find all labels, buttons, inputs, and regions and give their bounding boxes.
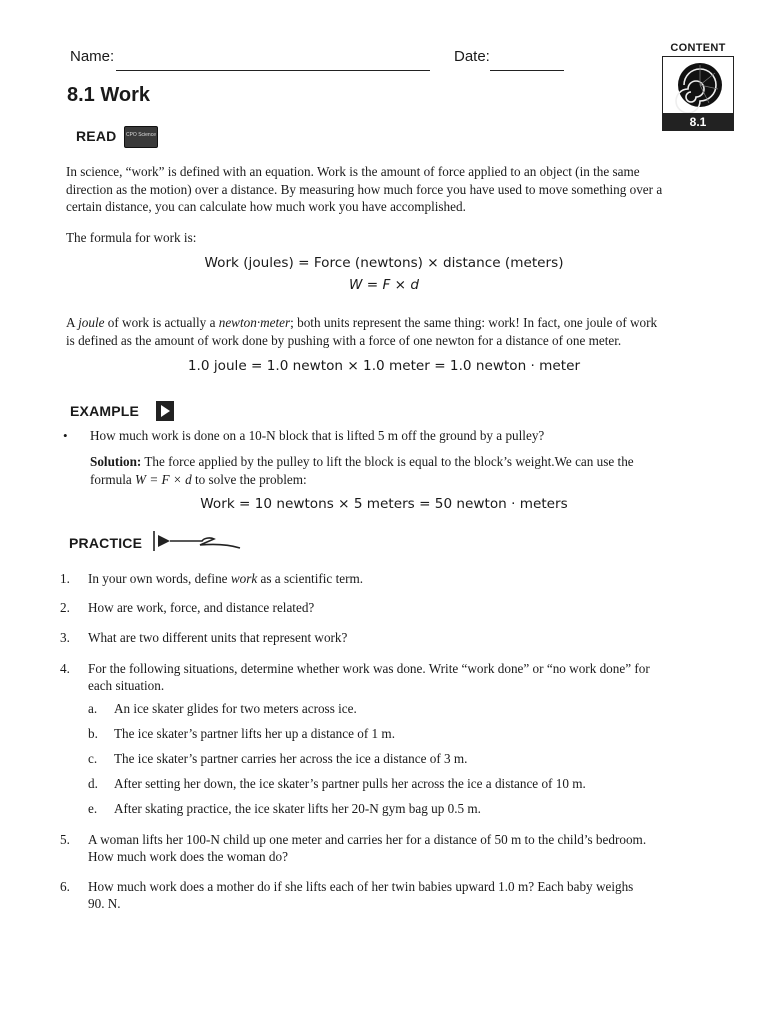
name-line bbox=[116, 70, 430, 71]
q6-line-1: How much work does a mother do if she lifts each of her twin babies upward 1.0 m? Each baby weighs bbox=[88, 879, 634, 894]
read-paragraph-1 bbox=[66, 163, 706, 216]
read-paragraph-2: The formula for work is: bbox=[66, 230, 197, 245]
practice-arrow-icon bbox=[152, 528, 244, 559]
example-answer: Work = 10 newtons × 5 meters = 50 newton · meters bbox=[200, 496, 568, 512]
read-p1-line-3: certain distance, you can calculate how much work you have accomplished. bbox=[66, 199, 466, 214]
example-solution bbox=[90, 453, 710, 488]
question-number: 3. bbox=[60, 630, 70, 645]
example-section-label: EXAMPLE bbox=[70, 403, 140, 419]
solution-formula: W = F × d bbox=[135, 471, 192, 487]
play-arrow-icon bbox=[156, 401, 174, 421]
question-number: 6. bbox=[60, 879, 70, 894]
question-number: 2. bbox=[60, 600, 70, 615]
read-p1-line-1: In science, “work” is defined with an equation. Work is the amount of force applied to an object (in the same bbox=[66, 164, 640, 179]
solution-line-1 bbox=[90, 453, 710, 471]
solution-line-2 bbox=[90, 471, 710, 489]
question-number: 1. bbox=[60, 571, 70, 586]
example-bullet: • bbox=[63, 428, 68, 443]
q5-line-2: How much work does the woman do? bbox=[88, 849, 288, 864]
date-line bbox=[490, 70, 564, 71]
q5-line-1: A woman lifts her 100-N child up one meter and carries her for a distance of 50 m to the child’s bedroom. bbox=[88, 832, 647, 847]
content-badge bbox=[662, 42, 734, 131]
joule-equivalence-formula: 1.0 joule = 1.0 newton × 1.0 meter = 1.0 newton · meter bbox=[187, 358, 581, 374]
name-label: Name: bbox=[70, 48, 115, 65]
read-section-label: READ bbox=[76, 128, 117, 144]
read-p1-line-2: direction as the motion) over a distance. By measuring how much force you have used to move something over a bbox=[66, 181, 663, 197]
book-label: CPO Science bbox=[125, 132, 156, 138]
work-formula-words: Work (joules) = Force (newtons) × distance (meters) bbox=[204, 255, 564, 271]
subitem-letter: e. bbox=[88, 801, 98, 816]
question-number: 4. bbox=[60, 661, 70, 676]
read-p3-line-2: is defined as the amount of work done by pushing with a force of one newton for a distance of one meter. bbox=[66, 332, 622, 348]
example-question: How much work is done on a 10-N block that is lifted 5 m off the ground by a pulley? bbox=[90, 428, 545, 443]
question-number: 5. bbox=[60, 832, 70, 847]
subitem-letter: b. bbox=[88, 726, 98, 741]
read-p3-text-c: ; both units represent the same thing: work! In fact, one joule of work bbox=[290, 315, 658, 330]
solution-text-2b: to solve the problem: bbox=[191, 471, 307, 487]
subitem-text: The ice skater’s partner carries her across the ice a distance of 3 m. bbox=[114, 751, 468, 766]
joule-term: joule bbox=[78, 315, 105, 330]
subitem-text: The ice skater’s partner lifts her up a distance of 1 m. bbox=[114, 726, 395, 741]
q1-text-a: In your own words, define bbox=[88, 571, 231, 586]
subitem-text: After skating practice, the ice skater lifts her 20-N gym bag up 0.5 m. bbox=[114, 801, 481, 816]
badge-number: 8.1 bbox=[662, 114, 734, 131]
read-paragraph-3 bbox=[66, 314, 706, 349]
solution-label: Solution: bbox=[90, 454, 142, 469]
question-text bbox=[88, 831, 708, 865]
question-text: What are two different units that represent work? bbox=[88, 630, 348, 645]
question-text bbox=[88, 660, 708, 694]
date-label: Date: bbox=[454, 48, 490, 65]
q4-line-2: each situation. bbox=[88, 678, 165, 693]
q6-line-2: 90. N. bbox=[88, 896, 121, 911]
q4-line-1: For the following situations, determine whether work was done. Write “work done” or “no work done” for bbox=[88, 661, 650, 676]
question-text: How are work, force, and distance related? bbox=[88, 600, 315, 615]
q1-text-b: as a scientific term. bbox=[257, 571, 364, 586]
badge-title: CONTENT bbox=[670, 42, 726, 54]
read-p3-text-a: A bbox=[66, 315, 79, 330]
question-text bbox=[88, 878, 708, 912]
subitem-letter: a. bbox=[88, 701, 98, 716]
read-p3-text-b: of work is actually a bbox=[104, 315, 219, 330]
practice-section-label: PRACTICE bbox=[69, 535, 143, 551]
page-title: 8.1 Work bbox=[67, 84, 150, 106]
q1-work-term: work bbox=[230, 571, 258, 586]
solution-text-1: The force applied by the pulley to lift the block is equal to the block’s weight.We can use the bbox=[141, 454, 634, 469]
question-text bbox=[88, 570, 708, 587]
subitem-text: An ice skater glides for two meters across ice. bbox=[114, 701, 357, 716]
subitem-letter: d. bbox=[88, 776, 98, 791]
subitem-letter: c. bbox=[88, 751, 98, 766]
book-icon bbox=[124, 126, 158, 148]
solution-text-2a: formula bbox=[90, 471, 136, 487]
read-p3-line-1 bbox=[66, 314, 706, 332]
newton-meter-term: newton·meter bbox=[218, 315, 291, 330]
work-formula-symbols: W = F × d bbox=[349, 277, 419, 293]
subitem-text: After setting her down, the ice skater’s partner pulls her across the ice a distance of 10 m. bbox=[114, 776, 586, 791]
nautilus-shell-icon bbox=[662, 56, 734, 114]
